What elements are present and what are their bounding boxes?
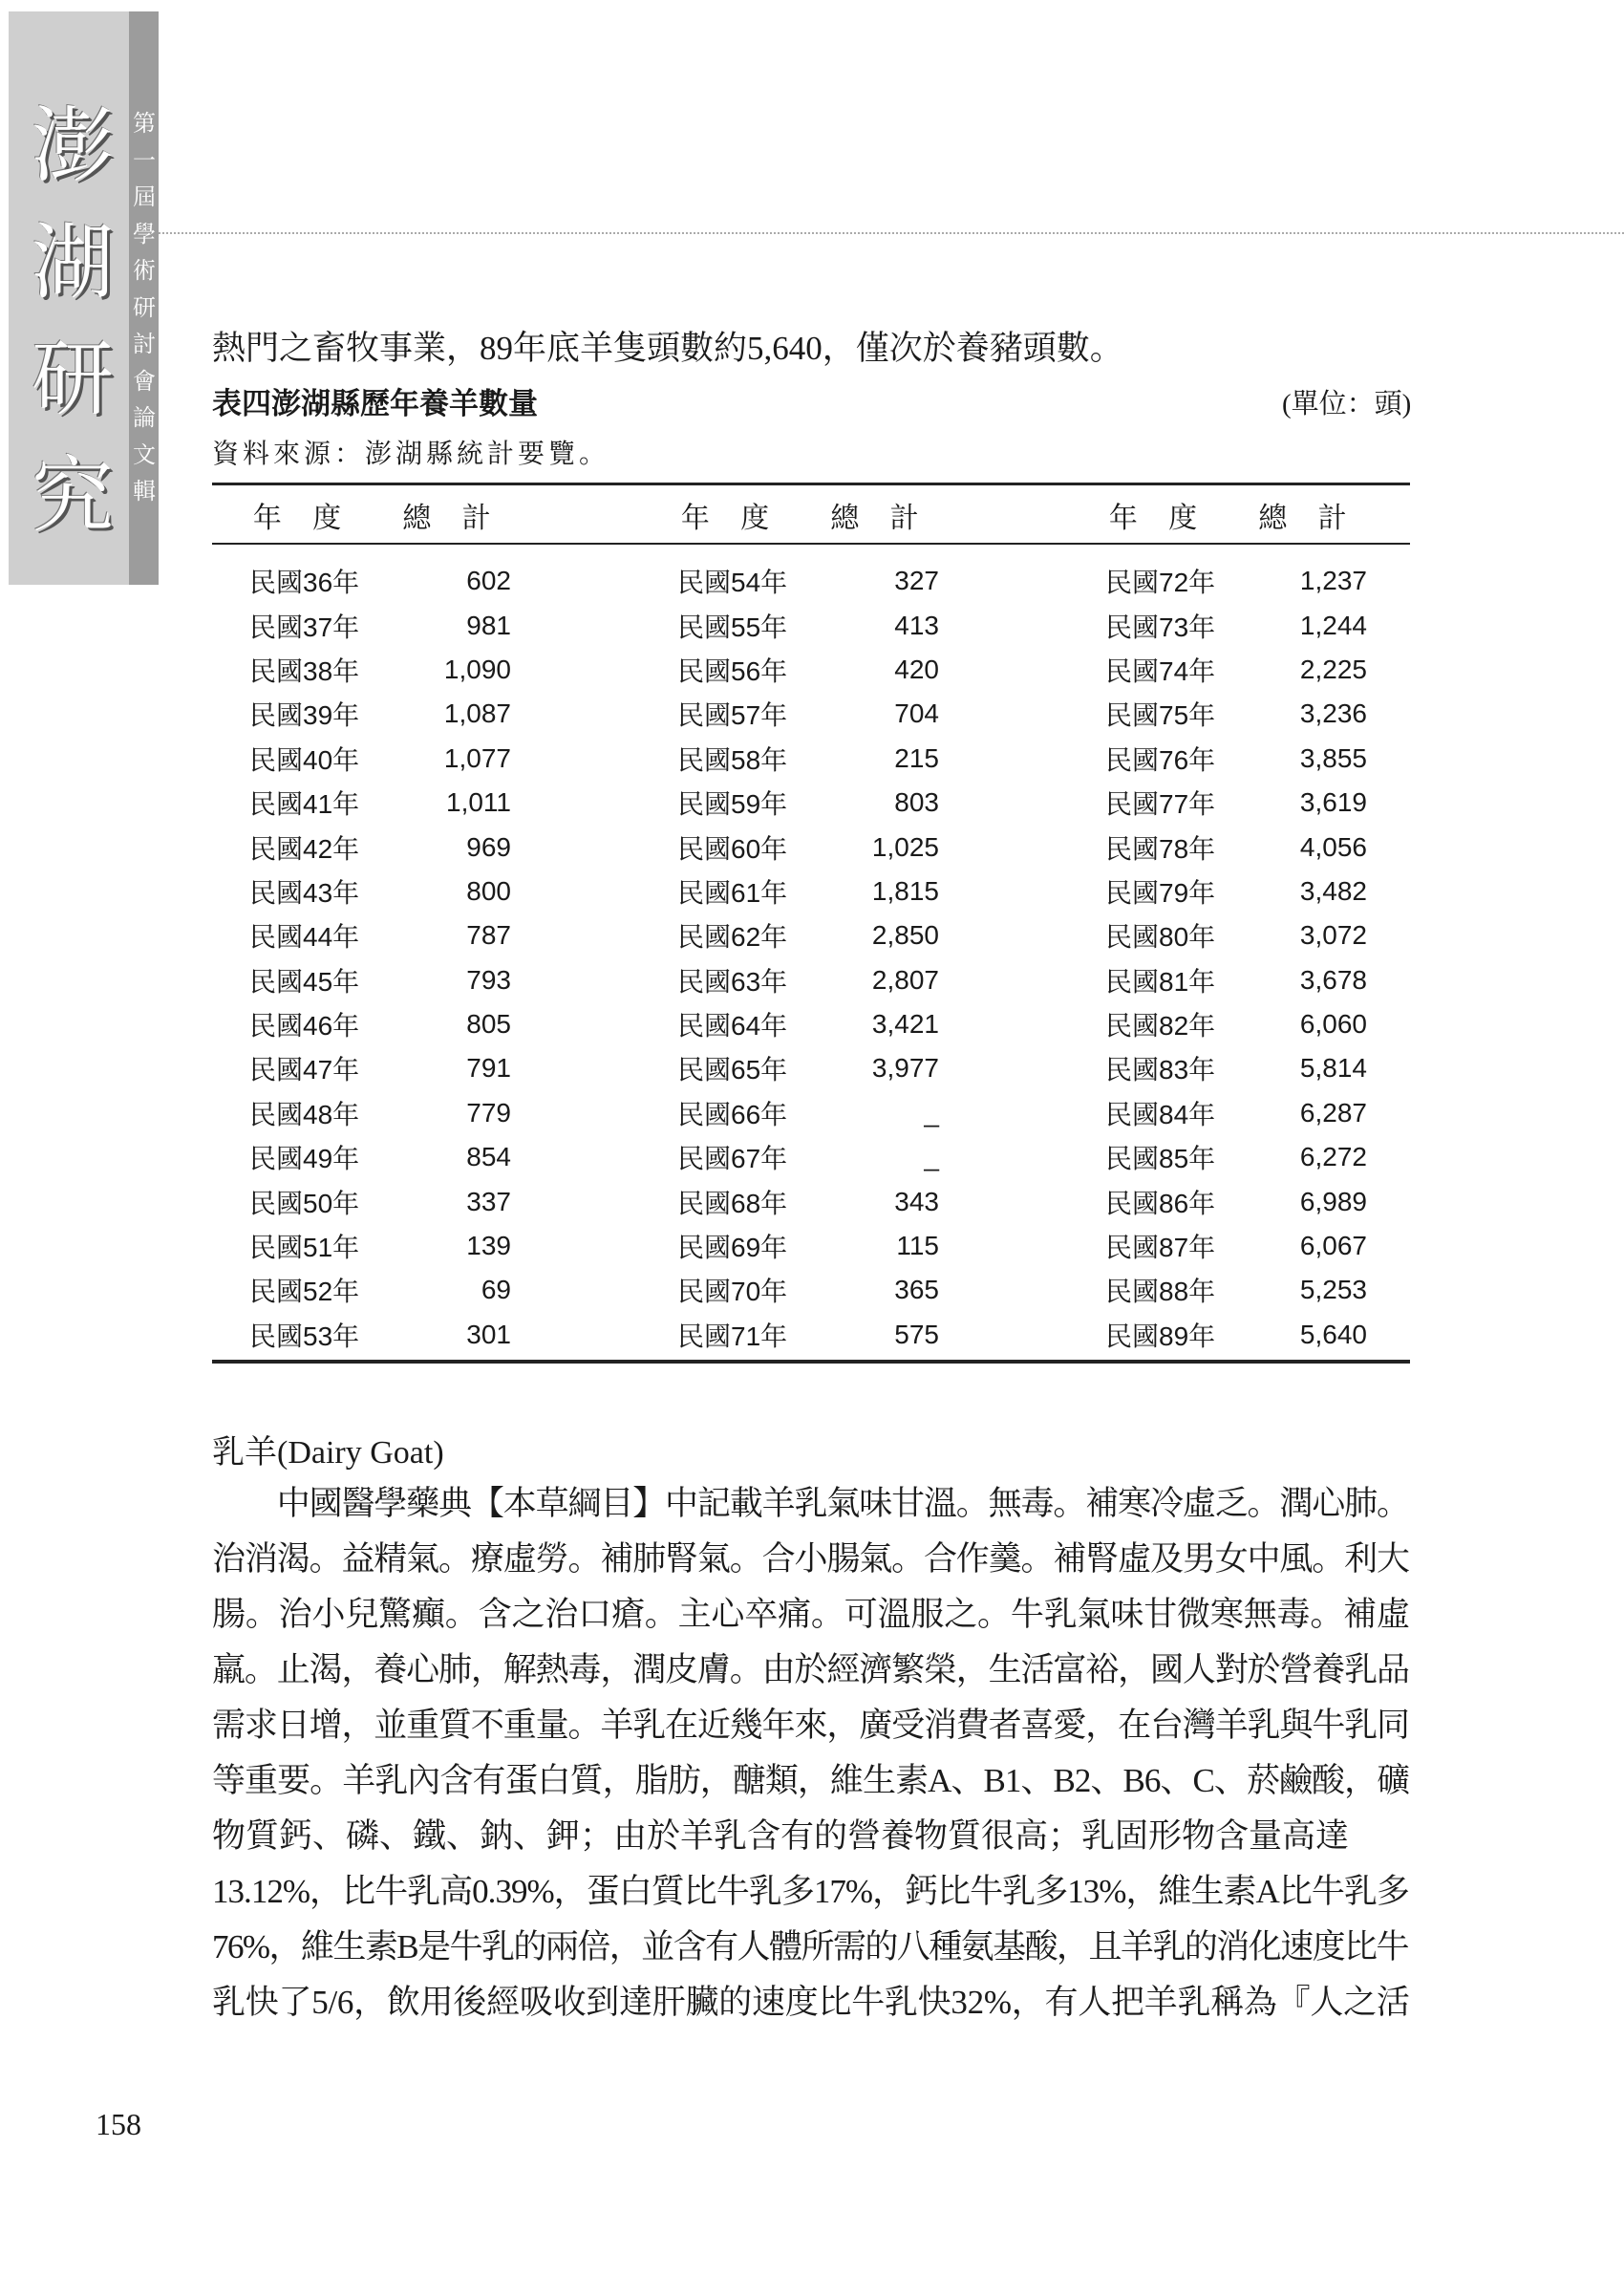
table-row: [212, 692, 1410, 736]
total-cell: _: [924, 1097, 939, 1128]
header-total: 總 計: [830, 503, 930, 534]
total-cell: 5,640: [1299, 1319, 1367, 1349]
total-cell: 139: [466, 1231, 511, 1261]
total-cell: 413: [894, 610, 939, 640]
total-cell: 6,272: [1299, 1142, 1367, 1172]
year-cell: 民國66年: [677, 1099, 788, 1129]
total-cell: 787: [466, 920, 511, 951]
year-cell: 民國83年: [1105, 1055, 1216, 1085]
table-row: [212, 1313, 1410, 1357]
total-cell: 3,678: [1299, 964, 1367, 995]
table-row: [212, 546, 1410, 603]
year-cell: 民國64年: [677, 1011, 788, 1042]
year-cell: 民國54年: [677, 568, 788, 598]
year-cell: 民國88年: [1105, 1277, 1216, 1307]
total-cell: 575: [894, 1319, 939, 1349]
total-cell: 69: [481, 1275, 511, 1305]
total-cell: 301: [466, 1319, 511, 1349]
total-cell: 327: [894, 566, 939, 596]
header-year: 年 度: [1108, 503, 1209, 534]
journal-subtitle-char: 討: [133, 331, 156, 357]
total-cell: 803: [894, 787, 939, 818]
journal-title-char: 湖: [32, 215, 114, 311]
year-cell: 民國77年: [1105, 789, 1216, 820]
journal-subtitle-char: 輯: [133, 478, 156, 505]
year-cell: 民國80年: [1105, 922, 1216, 953]
table-row: [212, 781, 1410, 825]
total-cell: 5,253: [1299, 1275, 1367, 1305]
year-cell: 民國63年: [677, 966, 788, 997]
total-cell: 3,421: [871, 1009, 939, 1040]
total-cell: 1,815: [871, 875, 939, 906]
year-cell: 民國57年: [677, 700, 788, 731]
total-cell: _: [924, 1142, 939, 1172]
total-cell: 4,056: [1299, 831, 1367, 862]
year-cell: 民國44年: [249, 922, 360, 953]
journal-subtitle-char: 術: [133, 257, 156, 284]
year-cell: 民國89年: [1105, 1321, 1216, 1351]
paragraph-line: 羸。止渴，養心肺，解熱毒，潤皮膚。由於經濟繁榮，生活富裕，國人對於營養乳品: [212, 1651, 1409, 1688]
paragraph-line: 需求日增，並重質不重量。羊乳在近幾年來，廣受消費者喜愛，在台灣羊乳與牛乳同: [212, 1707, 1409, 1744]
year-cell: 民國51年: [249, 1233, 360, 1263]
year-cell: 民國45年: [249, 966, 360, 997]
total-cell: 365: [894, 1275, 939, 1305]
total-cell: 704: [894, 698, 939, 729]
body-paragraph: [212, 1476, 1410, 2030]
year-cell: 民國61年: [677, 877, 788, 908]
year-cell: 民國37年: [249, 612, 360, 642]
year-cell: 民國73年: [1105, 612, 1216, 642]
year-cell: 民國74年: [1105, 655, 1216, 686]
year-cell: 民國65年: [677, 1055, 788, 1085]
journal-subtitle-char: 文: [133, 440, 156, 468]
table-row: [212, 913, 1410, 957]
total-cell: 1,087: [443, 698, 511, 729]
year-cell: 民國68年: [677, 1188, 788, 1218]
paragraph-line: 腸。治小兒驚癲。含之治口瘡。主心卒痛。可溫服之。牛乳氣味甘微寒無毒。補虛: [212, 1596, 1410, 1633]
journal-subtitle-char: 第: [133, 110, 156, 137]
year-cell: 民國48年: [249, 1099, 360, 1129]
table-row: [212, 1268, 1410, 1312]
total-cell: 6,067: [1299, 1231, 1367, 1261]
total-cell: 6,287: [1299, 1097, 1367, 1128]
year-cell: 民國50年: [249, 1188, 360, 1218]
year-cell: 民國84年: [1105, 1099, 1216, 1129]
table-row: [212, 1179, 1410, 1223]
total-cell: 215: [894, 742, 939, 773]
total-cell: 800: [466, 875, 511, 906]
year-cell: 民國78年: [1105, 833, 1216, 864]
total-cell: 3,855: [1299, 742, 1367, 773]
table-header-row: [212, 484, 1410, 546]
table-row: [212, 825, 1410, 869]
page-number: 158: [96, 2107, 141, 2141]
total-cell: 6,989: [1299, 1186, 1367, 1216]
table-bottom-rule: [212, 1360, 1410, 1364]
total-cell: 981: [466, 610, 511, 640]
total-cell: 343: [894, 1186, 939, 1216]
total-cell: 602: [466, 566, 511, 596]
year-cell: 民國53年: [249, 1321, 360, 1351]
year-cell: 民國76年: [1105, 744, 1216, 775]
year-cell: 民國87年: [1105, 1233, 1216, 1263]
table-row: [212, 1135, 1410, 1179]
table-source: 資料來源：澎湖縣統計要覽。: [212, 440, 610, 469]
journal-title-char: 澎: [32, 98, 114, 194]
paragraph-line: 等重要。羊乳內含有蛋白質，脂肪，醣類，維生素A、B1、B2、B6、C、菸鹼酸，礦: [212, 1762, 1410, 1799]
paragraph-line: 中國醫學藥典【本草綱目】中記載羊乳氣味甘溫。無毒。補寒冷虛乏。潤心肺。: [212, 1485, 1409, 1522]
header-total: 總 計: [1258, 503, 1358, 534]
journal-subtitle-char: 論: [133, 404, 156, 431]
total-cell: 791: [466, 1053, 511, 1084]
table-row: [212, 603, 1410, 647]
year-cell: 民國70年: [677, 1277, 788, 1307]
total-cell: 3,236: [1299, 698, 1367, 729]
total-cell: 2,807: [871, 964, 939, 995]
paragraph-line: 乳快了5/6，飲用後經吸收到達肝臟的速度比牛乳快32%，有人把羊乳稱為『人之活: [212, 1984, 1410, 2021]
total-cell: 6,060: [1299, 1009, 1367, 1040]
journal-subtitle-char: 屆: [133, 183, 156, 210]
total-cell: 1,090: [443, 654, 511, 684]
paragraph-line: 物質鈣、磷、鐵、鈉、鉀；由於羊乳含有的營養物質很高；乳固形物含量高達: [212, 1817, 1350, 1855]
table-row: [212, 870, 1410, 913]
year-cell: 民國75年: [1105, 700, 1216, 731]
year-cell: 民國79年: [1105, 877, 1216, 908]
year-cell: 民國43年: [249, 877, 360, 908]
year-cell: 民國46年: [249, 1011, 360, 1042]
paragraph-line: 76%，維生素B是牛乳的兩倍，並含有人體所需的八種氨基酸，且羊乳的消化速度比牛: [212, 1928, 1408, 1966]
year-cell: 民國82年: [1105, 1011, 1216, 1042]
year-cell: 民國60年: [677, 833, 788, 864]
table-title: 表四澎湖縣歷年養羊數量: [212, 387, 538, 421]
table-row: [212, 1091, 1410, 1135]
section-title: 乳羊(Dairy Goat): [212, 1435, 444, 1471]
total-cell: 337: [466, 1186, 511, 1216]
journal-title-char: 研: [32, 332, 114, 427]
total-cell: 1,244: [1299, 610, 1367, 640]
total-cell: 3,977: [871, 1053, 939, 1084]
total-cell: 2,850: [871, 920, 939, 951]
journal-subtitle-char: 會: [133, 367, 156, 395]
year-cell: 民國41年: [249, 789, 360, 820]
year-cell: 民國85年: [1105, 1144, 1216, 1174]
year-cell: 民國49年: [249, 1144, 360, 1174]
year-cell: 民國81年: [1105, 966, 1216, 997]
total-cell: 5,814: [1299, 1053, 1367, 1084]
total-cell: 793: [466, 964, 511, 995]
year-cell: 民國38年: [249, 655, 360, 686]
paragraph-line: 治消渴。益精氣。療虛勞。補肺腎氣。合小腸氣。合作羹。補腎虛及男女中風。利大: [212, 1540, 1409, 1578]
total-cell: 3,619: [1299, 787, 1367, 818]
table-row: [212, 648, 1410, 692]
total-cell: 854: [466, 1142, 511, 1172]
year-cell: 民國62年: [677, 922, 788, 953]
intro-text: 熱門之畜牧事業，89年底羊隻頭數約5,640，僅次於養豬頭數。: [212, 330, 1123, 367]
year-cell: 民國86年: [1105, 1188, 1216, 1218]
paragraph-line: 13.12%，比牛乳高0.39%，蛋白質比牛乳多17%，鈣比牛乳多13%，維生素A比牛乳多: [212, 1873, 1409, 1910]
total-cell: 1,011: [446, 787, 511, 818]
table-row: [212, 1002, 1410, 1046]
journal-title-vertical: [23, 92, 122, 550]
table-row: [212, 1046, 1410, 1090]
total-cell: 420: [894, 654, 939, 684]
year-cell: 民國58年: [677, 744, 788, 775]
table-row: [212, 1224, 1410, 1268]
journal-subtitle-vertical: [131, 105, 158, 510]
journal-subtitle-char: 一: [133, 146, 156, 174]
year-cell: 民國56年: [677, 655, 788, 686]
table-row: [212, 737, 1410, 781]
year-cell: 民國69年: [677, 1233, 788, 1263]
table-unit: (單位：頭): [1282, 389, 1412, 419]
total-cell: 2,225: [1299, 654, 1367, 684]
total-cell: 805: [466, 1009, 511, 1040]
goat-count-table: [212, 484, 1410, 1357]
year-cell: 民國67年: [677, 1144, 788, 1174]
total-cell: 3,072: [1299, 920, 1367, 951]
year-cell: 民國42年: [249, 833, 360, 864]
header-dotted-divider: [159, 232, 1624, 234]
journal-title-char: 究: [32, 448, 114, 544]
year-cell: 民國55年: [677, 612, 788, 642]
journal-subtitle-char: 研: [133, 293, 156, 321]
journal-subtitle-char: 學: [133, 220, 156, 247]
year-cell: 民國40年: [249, 744, 360, 775]
total-cell: 1,237: [1299, 566, 1367, 596]
total-cell: 3,482: [1299, 875, 1367, 906]
year-cell: 民國47年: [249, 1055, 360, 1085]
total-cell: 1,077: [443, 742, 511, 773]
table-row: [212, 958, 1410, 1002]
total-cell: 1,025: [871, 831, 939, 862]
header-year: 年 度: [680, 503, 781, 534]
year-cell: 民國72年: [1105, 568, 1216, 598]
year-cell: 民國71年: [677, 1321, 788, 1351]
total-cell: 969: [466, 831, 511, 862]
year-cell: 民國39年: [249, 700, 360, 731]
header-year: 年 度: [252, 503, 353, 534]
total-cell: 115: [896, 1231, 939, 1261]
year-cell: 民國36年: [249, 568, 360, 598]
total-cell: 779: [466, 1097, 511, 1128]
header-total: 總 計: [402, 503, 502, 534]
year-cell: 民國59年: [677, 789, 788, 820]
year-cell: 民國52年: [249, 1277, 360, 1307]
